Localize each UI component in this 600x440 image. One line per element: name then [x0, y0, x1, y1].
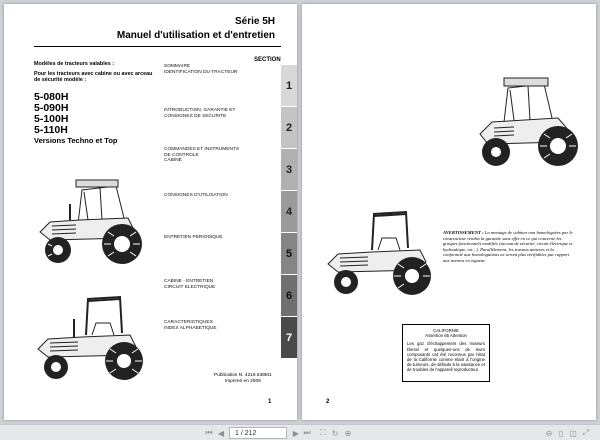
toc-line: DE CONTROLE — [164, 152, 199, 158]
california-title: CALIFORNIE — [433, 328, 459, 333]
section-tab-1[interactable]: 1 — [281, 65, 297, 107]
manual-title: Manuel d'utilisation et d'entretien — [116, 30, 275, 41]
models-valid-label: Modèles de tracteurs valables : — [34, 61, 114, 67]
zoom-out-icon[interactable]: ⊖ — [545, 428, 553, 438]
toc-line: CABINE — [164, 158, 182, 164]
model-item: 5-090H — [34, 102, 69, 114]
toc-line: CARACTERISTIQUES — [164, 320, 213, 325]
page-indicator-text: 1 / 212 — [235, 429, 257, 437]
page-number: 1 — [268, 399, 272, 405]
viewer-toolbar — [0, 424, 600, 440]
toc-line: CONSIGNES D'UTILISATION — [164, 193, 228, 198]
toc-line: CONSIGNES DE SECURITE — [164, 113, 227, 119]
previous-page-icon[interactable]: ◀ — [217, 428, 225, 438]
model-item: 5-100H — [34, 113, 69, 125]
toc-line: INTRODUCTION, GARANTIE ET — [164, 108, 236, 113]
next-page-icon[interactable]: ▶ — [292, 428, 300, 438]
warning-text — [443, 230, 573, 264]
warning-body: La montage de cabines non homologuées par le constructeur rendra la garantie sans effet en ce qui concerne les groupes fonctionnels modifiés (arceau de sécurité, circuit électrique et hydraulique, etc...). Parallèlement, les travaux annexes et la conformité aux homologations ne seront plus vérifiables par rapport aux normes en vigueur. — [443, 230, 573, 263]
tractor-illustration — [30, 289, 158, 381]
california-subtitle: Assertion 65 Attention — [425, 333, 467, 339]
double-page-icon[interactable]: ◫ — [569, 428, 577, 438]
page-number: 2 — [326, 399, 330, 405]
toc-entry-4[interactable] — [164, 193, 274, 199]
california-notice — [402, 324, 490, 382]
toc-entry-1[interactable] — [164, 64, 274, 75]
first-page-icon[interactable]: ⏮ — [205, 428, 213, 437]
printed-date: Imprimé en 2009 — [224, 379, 261, 384]
section-tab-5[interactable]: 5 — [281, 233, 297, 275]
section-tab-2[interactable]: 2 — [281, 107, 297, 149]
toc-entry-3[interactable] — [164, 147, 274, 164]
page-indicator-input[interactable] — [229, 427, 287, 439]
section-tab-7[interactable]: 7 — [281, 317, 297, 359]
warning-lead: AVERTISSEMENT : — [443, 230, 484, 235]
rotate-icon[interactable]: ↻ — [331, 428, 339, 438]
section-tab-6[interactable]: 6 — [281, 275, 297, 317]
fullscreen-icon[interactable]: ⤢ — [582, 428, 590, 437]
section-tabs — [281, 65, 297, 359]
left-page — [4, 4, 297, 420]
tractor-illustration — [324, 204, 442, 296]
single-page-icon[interactable]: ▯ — [558, 428, 564, 438]
last-page-icon[interactable]: ⏭ — [303, 428, 311, 437]
model-item: 5-110H — [34, 124, 68, 136]
tractor-illustration — [30, 174, 158, 266]
toc-line: ENTRETIEN PERIODIQUE — [164, 235, 223, 240]
toc-entry-5[interactable] — [164, 235, 274, 241]
toc-line: IDENTIFICATION DU TRACTEUR — [164, 69, 238, 75]
versions-label: Versions Techno et Top — [34, 136, 118, 145]
toc-line: SOMMAIRE — [164, 64, 191, 69]
toc-entry-6[interactable] — [164, 279, 274, 290]
publication-info — [214, 373, 272, 385]
model-item: 5-080H — [34, 91, 69, 103]
section-tab-3[interactable]: 3 — [281, 149, 297, 191]
tractor-illustration — [474, 74, 586, 170]
fit-page-icon[interactable]: ⛶ — [320, 428, 326, 437]
models-cab-label: Pour les tracteurs avec cabine ou avec arceau de sécurité modèle : — [34, 71, 153, 84]
california-body: Les gaz d'échappement des moteurs Diesel et quelques-uns de leurs composants ont été reconnus par l'état de la Californie comme étant à l'origine de tumeurs, de défauts à la naissance et de troubles de l'appareil reproducteur. — [407, 341, 485, 373]
toc-entry-7[interactable] — [164, 320, 274, 331]
toc-line: COMMANDES ET INSTRUMENTS — [164, 147, 240, 152]
toc-entry-2[interactable] — [164, 108, 274, 119]
publication-number: Publication N. 4218 538M1 — [214, 373, 272, 378]
zoom-in-icon[interactable]: ⊕ — [344, 428, 352, 438]
toc-line: CIRCUIT ELECTRIQUE — [164, 284, 216, 290]
series-title: Série 5H — [234, 16, 275, 27]
header-divider — [34, 46, 281, 47]
toc-line: INDEX ALPHABETIQUE — [164, 325, 217, 331]
model-list — [34, 92, 68, 136]
toc-line: CABINE - ENTRETIEN — [164, 279, 214, 284]
section-tab-4[interactable]: 4 — [281, 191, 297, 233]
section-label: SECTION — [254, 57, 281, 63]
right-page — [302, 4, 596, 420]
